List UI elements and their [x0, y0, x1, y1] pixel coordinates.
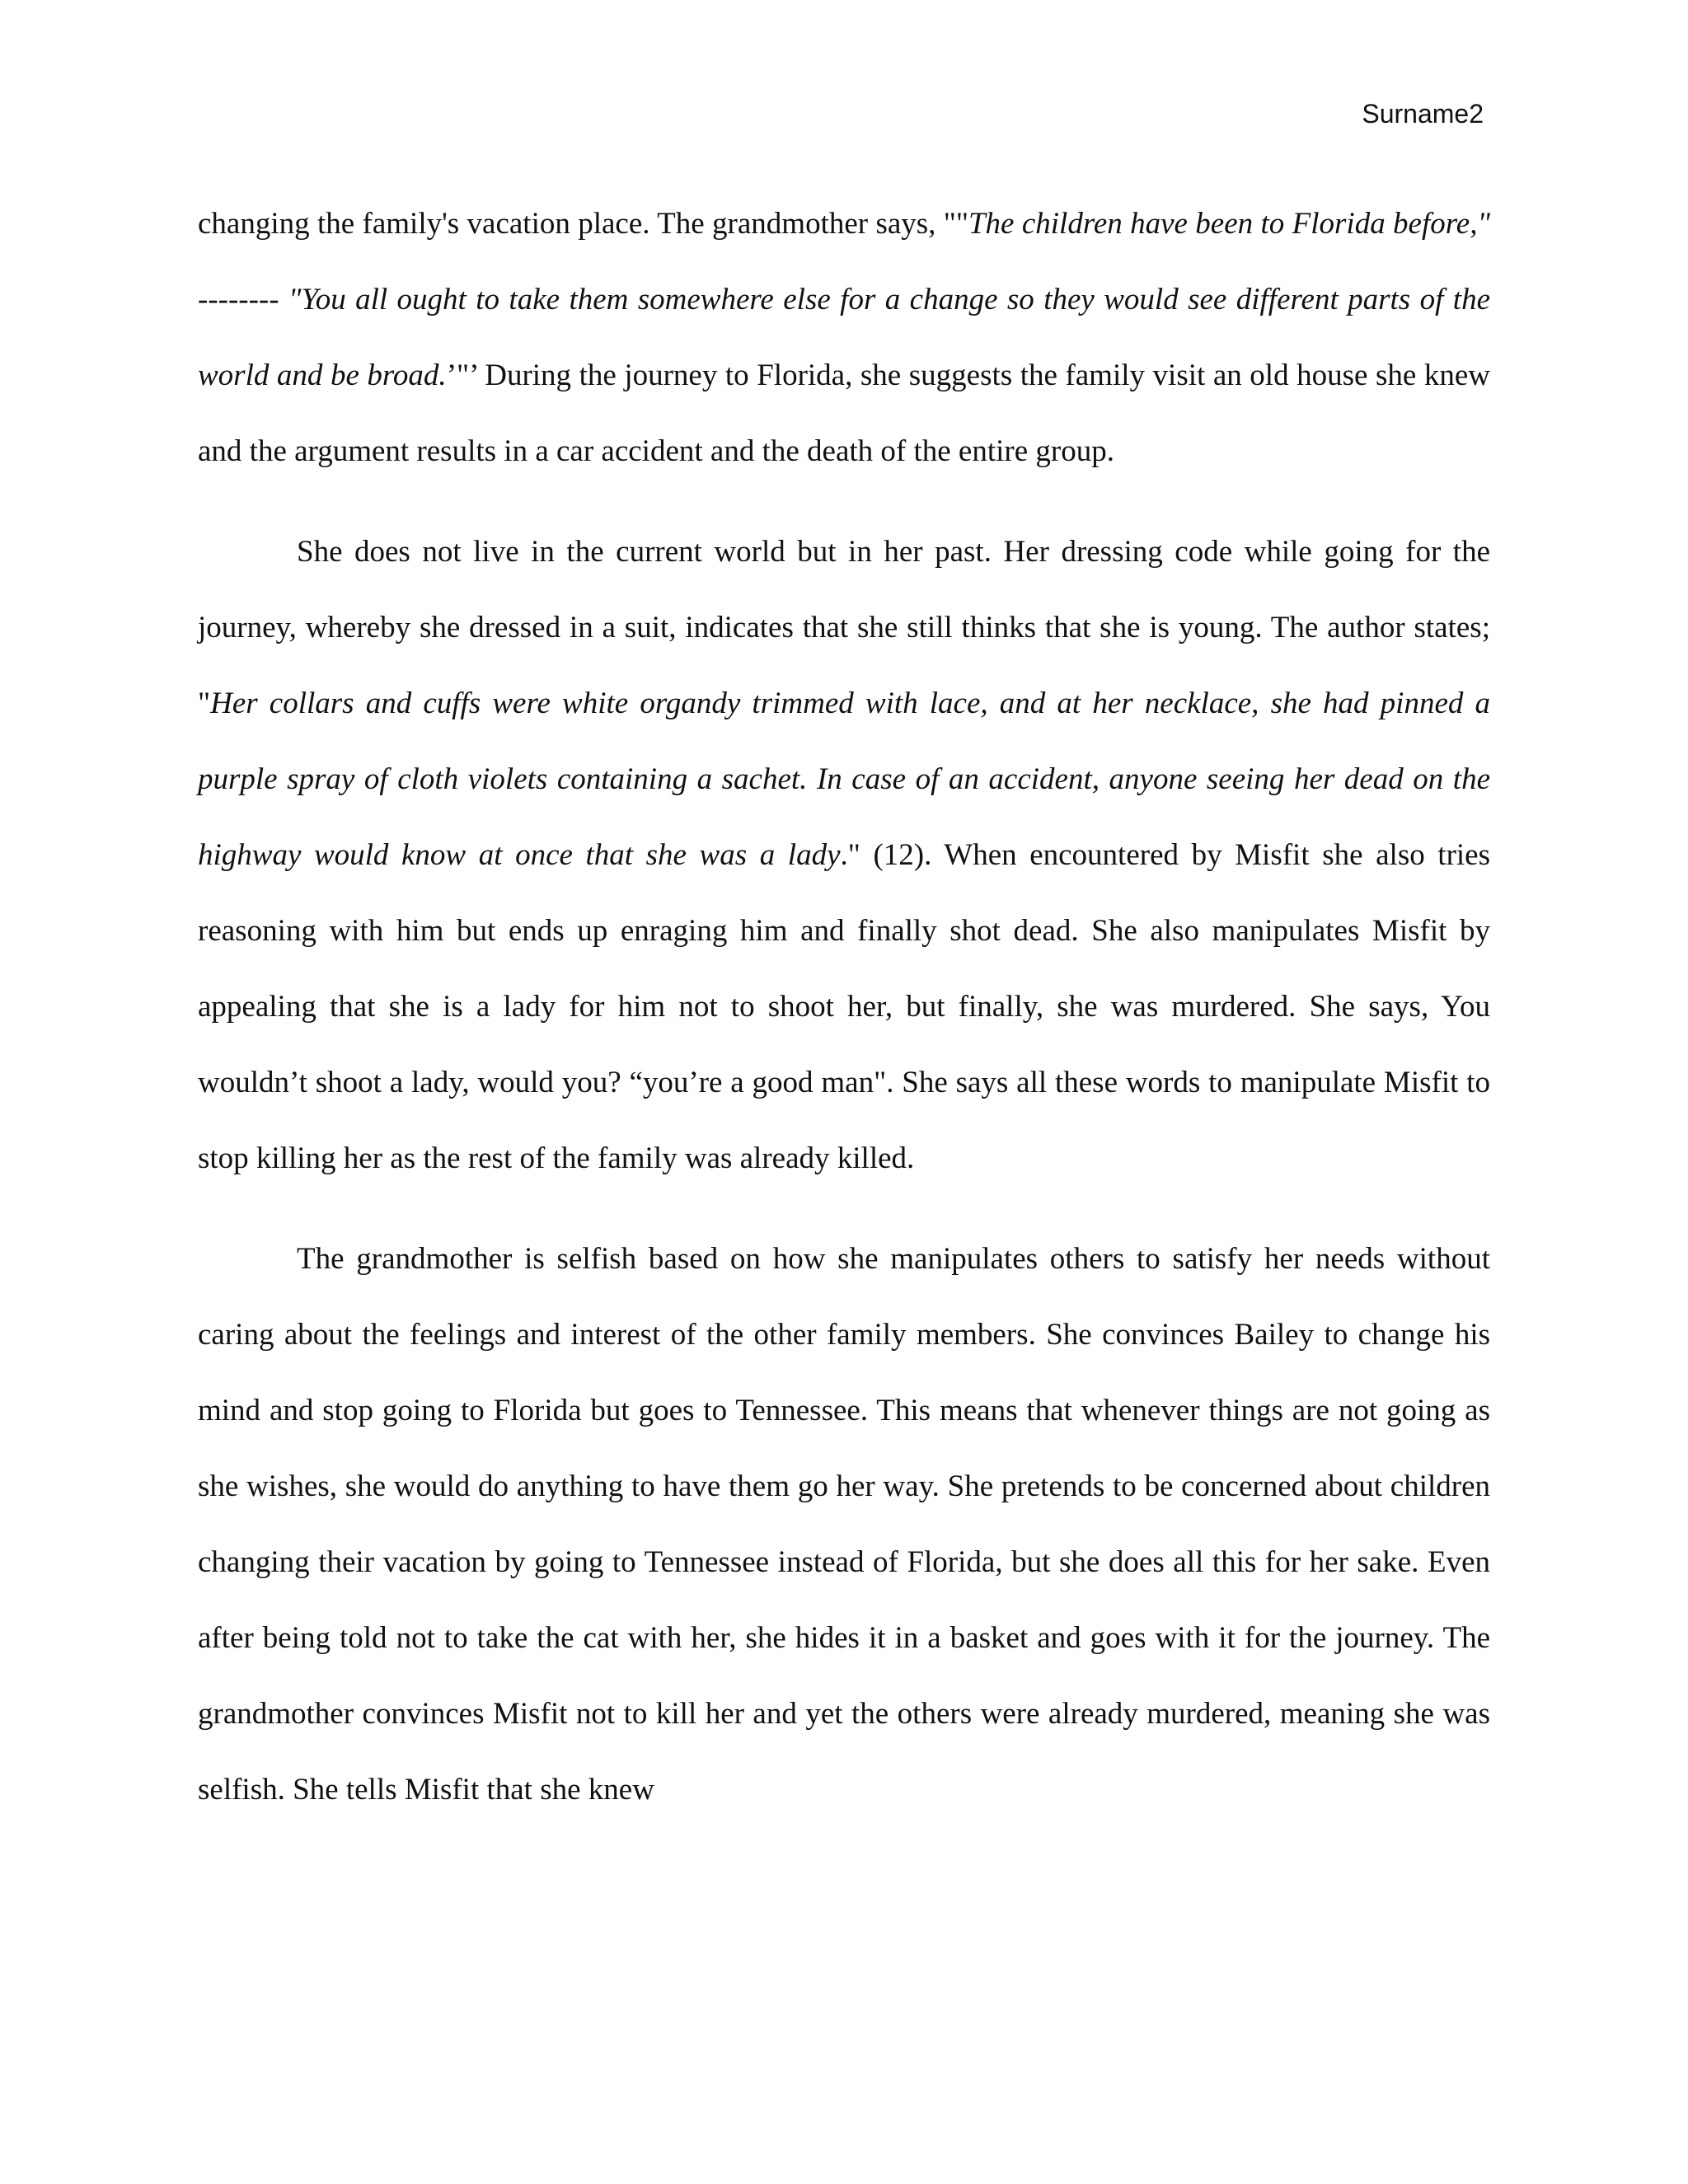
paragraph-1	[198, 186, 1490, 490]
paragraph-2	[198, 514, 1490, 1197]
paragraph-1-text: changing the family's vacation place. The grandmother says, ""	[198, 207, 968, 241]
paragraph-3	[198, 1221, 1490, 1828]
paragraph-2-text-end: ." (12). When encountered by Misfit she also tries reasoning with him but ends up enraging him and finally shot dead. She also manipulates Misfit by appealing that she is a lady for him not to shoot her, but finally, she was murdered. She says, You wouldn’t shoot a lady, would you? “you’re a good man". She says all these words to manipulate Misfit to stop killing her as the rest of the family was already killed.	[198, 838, 1491, 1175]
document-body	[198, 186, 1490, 1828]
paragraph-1-text-end: ’"’ During the journey to Florida, she suggests the family visit an old house she knew and the argument results in a car accident and the death of the entire group.	[198, 359, 1490, 468]
paragraph-2-text: She does not live in the current world but in her past. Her dressing code while going for the journey, whereby she dressed in a suit, indicates that she still thinks that she is young. The author states; "	[198, 535, 1490, 720]
paragraph-2-quote: Her collars and cuffs were white organdy trimmed with lace, and at her necklace, she had pinned a purple spray of cloth violets containing a sachet. In case of an accident, anyone seeing her dead on the highway would know at once that she was a lady	[198, 687, 1490, 872]
paragraph-1-quote: The children have been to Florida before," -------- "You all ought to take them somewhere else for a change so they would see different parts of the world and be broad.	[198, 207, 1490, 392]
paragraph-3-text: The grandmother is selfish based on how she manipulates others to satisfy her needs without caring about the feelings and interest of the other family members. She convinces Bailey to change his mind and stop going to Florida but goes to Tennessee. This means that whenever things are not going as she wishes, she would do anything to have them go her way. She pretends to be concerned about children changing their vacation by going to Tennessee instead of Florida, but she does all this for her sake. Even after being told not to take the cat with her, she hides it in a basket and goes with it for the journey. The grandmother convinces Misfit not to kill her and yet the others were already murdered, meaning she was selfish. She tells Misfit that she knew	[198, 1242, 1490, 1807]
running-head: Surname2	[1362, 99, 1484, 129]
